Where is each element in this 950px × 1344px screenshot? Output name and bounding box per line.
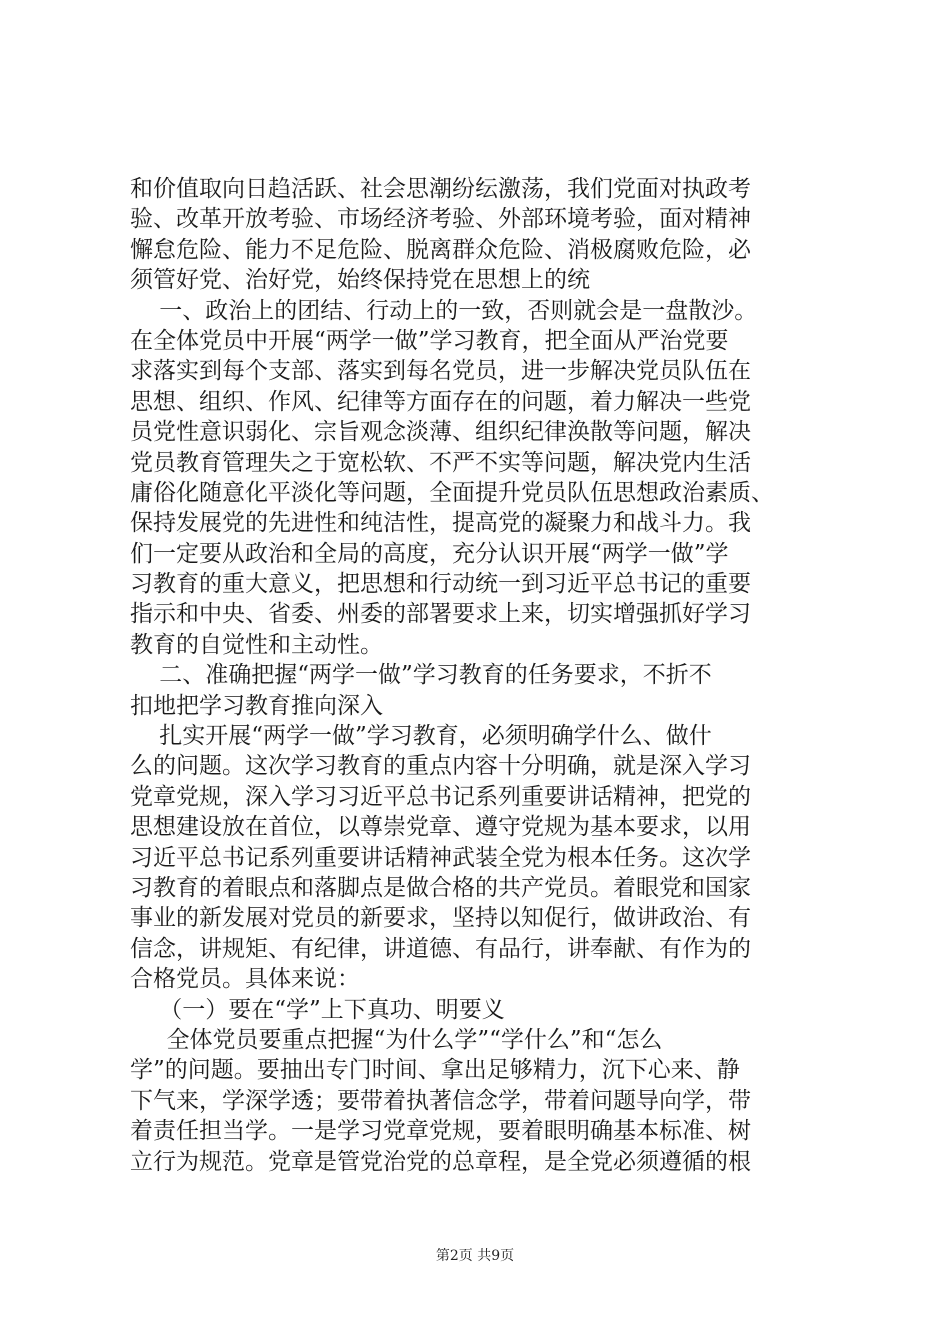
text-line: 员党性意识弱化、宗旨观念淡薄、组织纪律涣散等问题，解决 bbox=[130, 419, 751, 446]
text-line: 在全体党员中开展“两学一做”学习教育，把全面从严治党要 bbox=[130, 327, 729, 354]
text-line: 习教育的着眼点和落脚点是做合格的共产党员。着眼党和国家 bbox=[130, 874, 751, 901]
text-line: （一）要在“学”上下真功、明要义 bbox=[130, 996, 505, 1023]
text-line: 一、政治上的团结、行动上的一致，否则就会是一盘散沙。 bbox=[130, 297, 758, 324]
text-line: 验、改革开放考验、市场经济考验、外部环境考验，面对精神 bbox=[130, 206, 751, 233]
text-line: 庸俗化随意化平淡化等问题，全面提升党员队伍思想政治素质、 bbox=[130, 479, 774, 506]
text-line: 思想、组织、作风、纪律等方面存在的问题，着力解决一些党 bbox=[130, 388, 751, 415]
text-line: 下气来，学深学透；要带着执著信念学，带着问题导向学，带 bbox=[130, 1087, 751, 1114]
text-line: 立行为规范。党章是管党治党的总章程，是全党必须遵循的根 bbox=[130, 1148, 751, 1175]
text-line: 和价值取向日趋活跃、社会思潮纷纭激荡，我们党面对执政考 bbox=[130, 176, 751, 202]
text-line: 指示和中央、省委、州委的部署要求上来，切实增强抓好学习 bbox=[130, 601, 751, 628]
text-line: 事业的新发展对党员的新要求，坚持以知促行，做讲政治、有 bbox=[130, 905, 751, 932]
text-line: 保持发展党的先进性和纯洁性，提高党的凝聚力和战斗力。我 bbox=[130, 510, 751, 537]
text-line: 习教育的重大意义，把思想和行动统一到习近平总书记的重要 bbox=[130, 571, 751, 598]
text-line: 党章党规，深入学习习近平总书记系列重要讲话精神，把党的 bbox=[130, 783, 751, 810]
text-line: 须管好党、治好党，始终保持党在思想上的统 bbox=[130, 267, 590, 294]
text-line: 习近平总书记系列重要讲话精神武装全党为根本任务。这次学 bbox=[130, 844, 751, 871]
text-line: 懈怠危险、能力不足危险、脱离群众危险、消极腐败危险，必 bbox=[130, 236, 751, 263]
text-line: 着责任担当学。一是学习党章党规，要着眼明确基本标准、树 bbox=[130, 1118, 751, 1145]
text-line: 信念，讲规矩、有纪律，讲道德、有品行，讲奉献、有作为的 bbox=[130, 935, 751, 962]
text-line: 学”的问题。要抽出专门时间、拿出足够精力，沉下心来、静 bbox=[130, 1057, 740, 1084]
text-line: 党员教育管理失之于宽松软、不严不实等问题，解决党内生活 bbox=[130, 449, 751, 476]
text-line: 求落实到每个支部、落实到每名党员，进一步解决党员队伍在 bbox=[130, 358, 751, 385]
text-line: 全体党员要重点把握“为什么学”“学什么”和“怎么 bbox=[130, 1026, 663, 1053]
text-line: 扣地把学习教育推向深入 bbox=[130, 692, 383, 719]
text-line: 合格党员。具体来说： bbox=[130, 966, 360, 993]
text-line: 们一定要从政治和全局的高度，充分认识开展“两学一做”学 bbox=[130, 540, 729, 567]
page-footer: 第2页 共9页 bbox=[435, 1248, 515, 1264]
text-line: 教育的自觉性和主动性。 bbox=[130, 631, 383, 658]
text-line: 二、准确把握“两学一做”学习教育的任务要求，不折不 bbox=[130, 662, 712, 689]
text-line: 么的问题。这次学习教育的重点内容十分明确，就是深入学习 bbox=[130, 753, 751, 780]
text-line: 扎实开展“两学一做”学习教育，必须明确学什么、做什 bbox=[130, 723, 712, 750]
document-body bbox=[130, 174, 830, 1177]
text-line: 思想建设放在首位，以尊崇党章、遵守党规为基本要求，以用 bbox=[130, 814, 751, 841]
